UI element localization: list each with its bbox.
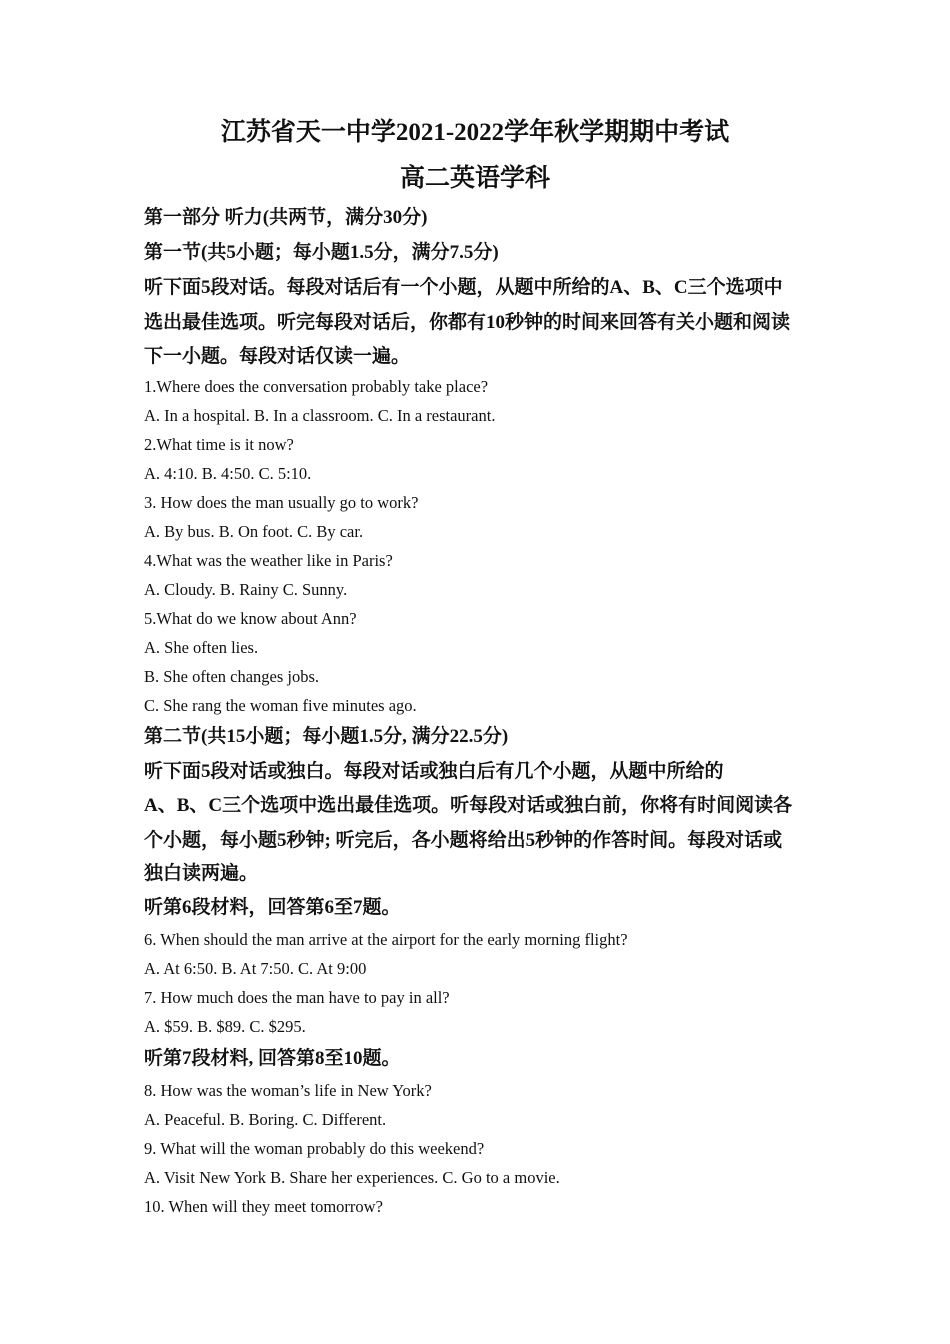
question-text: 3. How does the man usually go to work?	[144, 493, 419, 512]
section1-instructions: 选出最佳选项。听完每段对话后，你都有10秒钟的时间来回答有关小题和阅读	[144, 312, 791, 333]
section2-instructions: 听下面5段对话或独白。每段对话或独白后有几个小题，从题中所给的	[144, 761, 724, 782]
question-text: 8. How was the woman’s life in New York?	[144, 1081, 432, 1100]
question-text: 4.What was the weather like in Paris?	[144, 551, 393, 570]
question-text: 10. When will they meet tomorrow?	[144, 1197, 383, 1216]
answer-options: A. In a hospital. B. In a classroom. C. In a restaurant.	[144, 406, 496, 425]
material-heading: 听第6段材料，回答第6至7题。	[144, 897, 401, 918]
section1-instructions: 听下面5段对话。每段对话后有一个小题，从题中所给的A、B、C三个选项中	[144, 277, 783, 298]
exam-subtitle: 高二英语学科	[399, 165, 550, 192]
question-text: 1.Where does the conversation probably take place?	[144, 377, 489, 396]
answer-options: A. At 6:50. B. At 7:50. C. At 9:00	[144, 959, 367, 978]
material-heading: 听第7段材料, 回答第8至10题。	[144, 1048, 401, 1069]
part1-heading: 第一部分 听力(共两节，满分30分)	[144, 207, 428, 228]
answer-options: A. Cloudy. B. Rainy C. Sunny.	[144, 580, 348, 599]
section2-heading: 第二节(共15小题；每小题1.5分, 满分22.5分)	[144, 726, 509, 747]
question-text: 2.What time is it now?	[144, 435, 294, 454]
section2-instructions: 个小题，每小题5秒钟; 听完后，各小题将给出5秒钟的作答时间。每段对话或	[144, 830, 783, 851]
answer-option: A. She often lies.	[144, 638, 259, 657]
answer-options: A. By bus. B. On foot. C. By car.	[144, 522, 364, 541]
question-text: 9. What will the woman probably do this weekend?	[144, 1139, 485, 1158]
section2-instructions: 独白读两遍。	[144, 863, 259, 884]
section2-instructions: A、B、C三个选项中选出最佳选项。听每段对话或独白前，你将有时间阅读各	[144, 795, 793, 816]
answer-options: A. Visit New York B. Share her experiences. C. Go to a movie.	[144, 1168, 560, 1187]
question-text: 6. When should the man arrive at the airport for the early morning flight?	[144, 930, 628, 949]
answer-options: A. Peaceful. B. Boring. C. Different.	[144, 1110, 387, 1129]
question-text: 7. How much does the man have to pay in all?	[144, 988, 450, 1007]
answer-option: B. She often changes jobs.	[144, 667, 320, 686]
answer-options: A. $59. B. $89. C. $295.	[144, 1017, 306, 1036]
section1-instructions: 下一小题。每段对话仅读一遍。	[144, 346, 411, 367]
section1-heading: 第一节(共5小题；每小题1.5分，满分7.5分)	[144, 242, 499, 263]
question-text: 5.What do we know about Ann?	[144, 609, 357, 628]
exam-title: 江苏省天一中学2021-2022学年秋学期期中考试	[220, 119, 730, 146]
answer-options: A. 4:10. B. 4:50. C. 5:10.	[144, 464, 312, 483]
answer-option: C. She rang the woman five minutes ago.	[144, 696, 417, 715]
